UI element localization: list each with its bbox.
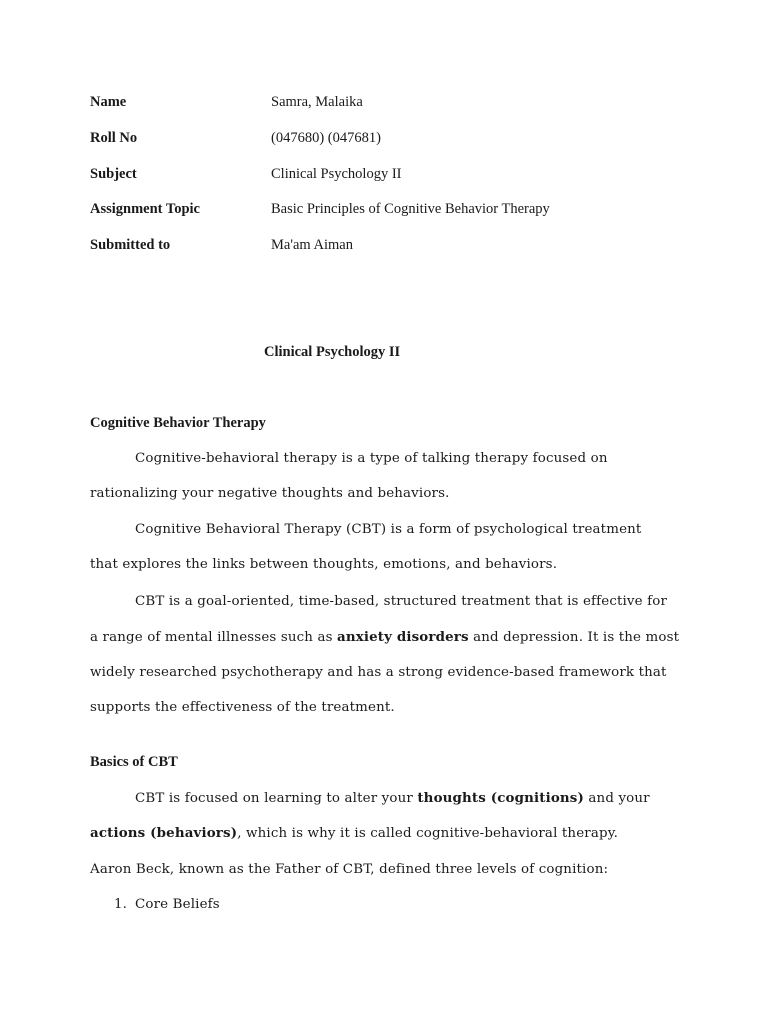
info-value: Ma'am Aiman	[271, 237, 353, 253]
info-label: Subject	[90, 166, 137, 182]
list-item-text: Core Beliefs	[135, 897, 220, 912]
emphasis-actions: actions (behaviors)	[90, 825, 238, 841]
document-title: Clinical Psychology II	[264, 344, 401, 360]
paragraph-line	[135, 788, 650, 809]
info-label: Assignment Topic	[90, 201, 200, 217]
text-run: and your	[584, 791, 650, 806]
text-run: and depression. It is the most	[468, 630, 680, 645]
text-run: , which is why it is called cognitive-behavioral therapy.	[237, 826, 619, 841]
list-item	[114, 895, 220, 915]
paragraph-line: that explores the links between thoughts, emotions, and behaviors.	[90, 557, 558, 572]
emphasis-thoughts: thoughts (cognitions)	[417, 790, 584, 806]
info-value: (047680) (047681)	[271, 130, 381, 146]
paragraph-line: Cognitive Behavioral Therapy (CBT) is a form of psychological treatment	[135, 522, 642, 537]
paragraph-line: CBT is a goal-oriented, time-based, structured treatment that is effective for	[135, 594, 667, 609]
paragraph-line	[90, 823, 618, 844]
info-value: Clinical Psychology II	[271, 166, 402, 182]
info-label: Submitted to	[90, 237, 171, 253]
section-heading-cbt: Cognitive Behavior Therapy	[90, 415, 266, 431]
info-value: Basic Principles of Cognitive Behavior Therapy	[271, 201, 550, 217]
text-run: a range of mental illnesses such as	[90, 630, 338, 645]
info-label: Roll No	[90, 130, 138, 146]
emphasis-anxiety-disorders: anxiety disorders	[337, 629, 469, 645]
text-run: CBT is focused on learning to alter your	[135, 791, 418, 806]
info-label: Name	[90, 94, 127, 110]
paragraph-line: supports the effectiveness of the treatment.	[90, 700, 395, 715]
paragraph-line: rationalizing your negative thoughts and behaviors.	[90, 486, 450, 501]
list-marker: 1.	[114, 897, 128, 912]
paragraph-line: Cognitive-behavioral therapy is a type of talking therapy focused on	[135, 451, 608, 466]
info-value: Samra, Malaika	[271, 94, 363, 110]
paragraph-line: Aaron Beck, known as the Father of CBT, defined three levels of cognition:	[90, 862, 609, 877]
paragraph-line	[90, 627, 679, 648]
paragraph-line: widely researched psychotherapy and has a strong evidence-based framework that	[90, 665, 667, 680]
section-heading-basics: Basics of CBT	[90, 754, 178, 770]
